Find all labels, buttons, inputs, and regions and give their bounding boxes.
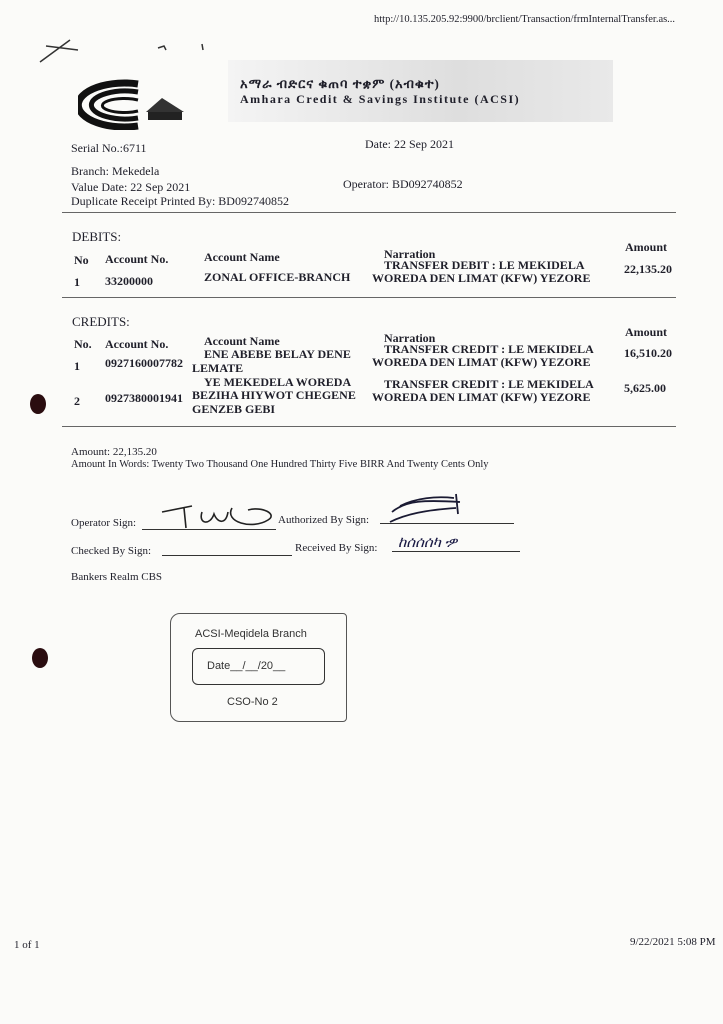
institution-name-english: Amhara Credit & Savings Institute (ACSI) (240, 92, 521, 106)
divider (62, 212, 676, 213)
debit-row-account-name: ZONAL OFFICE-BRANCH (204, 270, 351, 284)
pen-scribble-mark (36, 34, 216, 66)
debit-col-narration: Narration (384, 247, 436, 261)
credit-row-amount: 16,510.20 (624, 346, 672, 360)
print-timestamp: 9/22/2021 5:08 PM (630, 936, 716, 948)
divider (62, 426, 676, 427)
operator-id: Operator: BD092740852 (343, 177, 463, 191)
stamp-date: Date__/__/20__ (207, 660, 286, 672)
stamp-branch: ACSI-Meqidela Branch (195, 628, 307, 640)
debit-row-narration-1: TRANSFER DEBIT : LE MEKIDELA (384, 258, 585, 272)
credits-title: CREDITS: (72, 314, 130, 329)
debit-row-amount: 22,135.20 (624, 262, 672, 276)
punch-hole (32, 648, 48, 668)
credit-row-narration-2: WOREDA DEN LIMAT (KFW) YEZORE (372, 390, 591, 404)
amount-in-words: Amount In Words: Twenty Two Thousand One Hundred Thirty Five BIRR And Twenty Cents Only (71, 459, 489, 470)
credit-row-no: 2 (74, 394, 80, 408)
credit-row-account-no: 0927160007782 (105, 356, 183, 370)
stamp-date-box (192, 648, 325, 685)
authorized-signature (386, 490, 478, 526)
credit-row-no: 1 (74, 359, 80, 373)
credit-row-account-name-3: GENZEB GEBI (192, 402, 276, 416)
credit-col-no: No. (74, 337, 92, 351)
stamp-cso: CSO-No 2 (227, 696, 278, 708)
debit-col-account-name: Account Name (204, 250, 280, 264)
branch-stamp (170, 613, 347, 722)
credit-col-amount: Amount (625, 325, 668, 339)
debit-row-narration-2: WOREDA DEN LIMAT (KFW) YEZORE (372, 271, 591, 285)
institution-name-band (228, 60, 613, 122)
operator-signature (152, 498, 278, 534)
debit-col-account-no: Account No. (105, 252, 169, 266)
credit-col-account-no: Account No. (105, 337, 169, 351)
checked-sign-line (162, 555, 292, 556)
debit-row-no: 1 (74, 275, 80, 289)
credit-row-account-no: 0927380001941 (105, 391, 183, 405)
credit-row-narration-1: TRANSFER CREDIT : LE MEKIDELA (384, 377, 594, 391)
credit-row-account-name-1: YE MEKEDELA WOREDA (204, 375, 352, 389)
duplicate-printed-by: Duplicate Receipt Printed By: BD092740852 (71, 194, 289, 208)
debit-col-amount: Amount (625, 240, 668, 254)
credit-col-account-name: Account Name (204, 334, 280, 348)
serial-number: Serial No.:6711 (71, 141, 147, 155)
credit-row-narration-1: TRANSFER CREDIT : LE MEKIDELA (384, 342, 594, 356)
institution-name-amharic: አማራ ብድርና ቁጠባ ተቋም (አብቁተ) (240, 76, 440, 91)
operator-sign-label: Operator Sign: (71, 517, 137, 529)
page-count: 1 of 1 (14, 939, 40, 951)
branch-name: Branch: Mekedela (71, 164, 160, 178)
debit-col-no: No (74, 253, 89, 267)
received-signature: ከሰሰሰካ ዏ (398, 535, 458, 551)
divider (62, 297, 676, 298)
total-amount: Amount: 22,135.20 (71, 446, 157, 458)
received-sign-label: Received By Sign: (295, 542, 378, 554)
credit-row-account-name-1: ENE ABEBE BELAY DENE (204, 347, 351, 361)
acsi-logo (78, 78, 190, 130)
system-name: Bankers Realm CBS (71, 571, 163, 583)
debits-title: DEBITS: (72, 229, 122, 244)
value-date: Value Date: 22 Sep 2021 (71, 180, 191, 194)
credit-row-narration-2: WOREDA DEN LIMAT (KFW) YEZORE (372, 355, 591, 369)
punch-hole (30, 394, 46, 414)
credit-row-account-name-2: LEMATE (192, 361, 244, 375)
authorized-sign-label: Authorized By Sign: (278, 514, 370, 526)
debit-row-account-no: 33200000 (105, 274, 153, 288)
credit-row-amount: 5,625.00 (624, 381, 666, 395)
credit-row-account-name-2: BEZIHA HIYWOT CHEGENE (192, 388, 356, 402)
credit-col-narration: Narration (384, 331, 436, 345)
checked-sign-label: Checked By Sign: (71, 545, 152, 557)
url-text: http://10.135.205.92:9900/brclient/Transaction/frmInternalTransfer.as... (374, 14, 676, 25)
receipt-date: Date: 22 Sep 2021 (365, 137, 454, 151)
